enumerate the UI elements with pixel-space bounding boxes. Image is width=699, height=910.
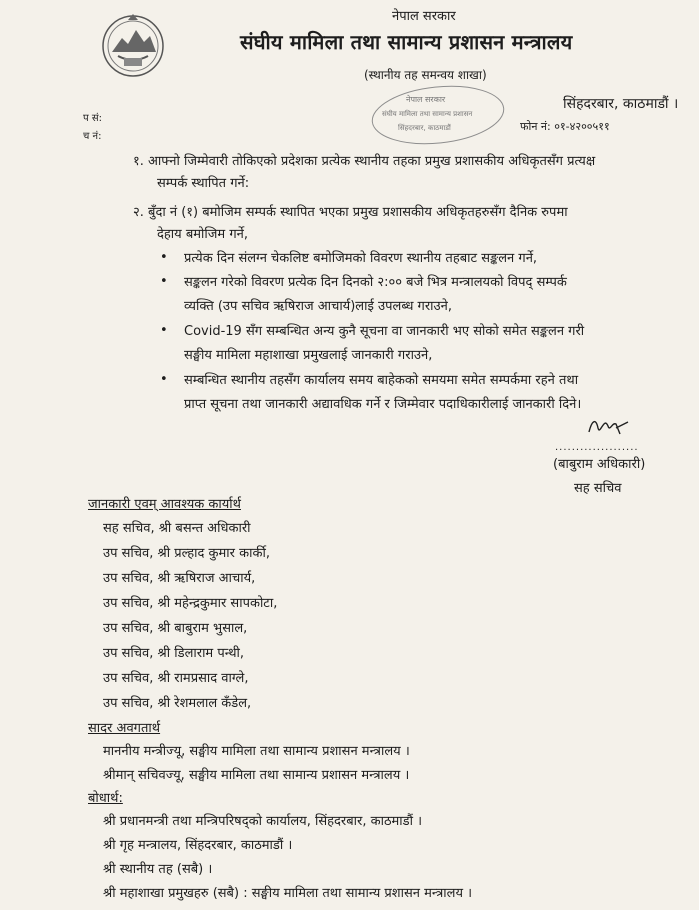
handwritten-signature xyxy=(586,414,630,440)
phone-number: फोन नं: ०१-४२००५११ xyxy=(520,120,610,133)
info-recipient: सह सचिव, श्री बसन्त अधिकारी xyxy=(103,521,251,536)
bullet-1-line-1: प्रत्येक दिन संलग्न चेकलिष्ट बमोजिमको विवरण स्थानीय तहबाट सङ्कलन गर्ने, xyxy=(184,251,538,266)
bodharth-recipient: श्री प्रधानमन्त्री तथा मन्त्रिपरिषद्को कार्यालय, सिंहदरबार, काठमाडौं । xyxy=(103,814,423,829)
bullet-dot: • xyxy=(160,372,168,387)
sadar-heading: सादर अवगतार्थ xyxy=(88,721,161,736)
bullet-3-line-2: सङ्घीय मामिला महाशाखा प्रमुखलाई जानकारी गराउने, xyxy=(184,348,433,363)
info-recipient: उप सचिव, श्री डिलाराम पन्थी, xyxy=(103,646,245,661)
item-2-line-2: देहाय बमोजिम गर्ने, xyxy=(157,227,248,242)
bullet-2-line-1: सङ्कलन गरेको विवरण प्रत्येक दिन दिनको २:०० बजे भित्र मन्त्रालयको विपद् सम्पर्क xyxy=(184,275,567,290)
nepal-government-emblem xyxy=(100,12,166,78)
bullet-4-line-2: प्राप्त सूचना तथा जानकारी अद्यावधिक गर्ने र जिम्मेवार पदाधिकारीलाई जानकारी दिने। xyxy=(184,397,582,412)
stamp-line: सिंहदरबार, काठमाडौं xyxy=(398,124,451,132)
bullet-3-line-1: Covid-19 सँग सम्बन्धित अन्य कुनै सूचना वा जानकारी भए सोको समेत सङ्कलन गरी xyxy=(184,324,585,339)
signatory-title: सह सचिव xyxy=(574,481,622,496)
item-1-line-2: सम्पर्क स्थापित गर्ने: xyxy=(157,176,250,191)
info-recipient: उप सचिव, श्री रेशमलाल कँडेल, xyxy=(103,696,252,711)
stamp-line: संघीय मामिला तथा सामान्य प्रशासन xyxy=(382,110,473,118)
info-recipient: उप सचिव, श्री प्रल्हाद कुमार कार्की, xyxy=(103,546,270,561)
signatory-name: (बाबुराम अधिकारी) xyxy=(553,457,646,472)
info-recipient: उप सचिव, श्री महेन्द्रकुमार सापकोटा, xyxy=(103,596,278,611)
info-recipient: उप सचिव, श्री ऋषिराज आचार्य, xyxy=(103,571,256,586)
office-location: सिंहदरबार, काठमाडौं । xyxy=(563,96,679,112)
info-recipient: उप सचिव, श्री बाबुराम भुसाल, xyxy=(103,621,248,636)
bullet-dot: • xyxy=(160,323,168,338)
ministry-name: संघीय मामिला तथा सामान्य प्रशासन मन्त्रालय xyxy=(240,30,573,54)
bodharth-recipient: श्री गृह मन्त्रालय, सिंहदरबार, काठमाडौं । xyxy=(103,838,293,853)
bullet-2-line-2: व्यक्ति (उप सचिव ऋषिराज आचार्य)लाई उपलब्ध गराउने, xyxy=(184,299,453,314)
bullet-dot: • xyxy=(160,250,168,265)
chalani-number-label: च नं: xyxy=(83,131,102,142)
section-name: (स्थानीय तह समन्वय शाखा) xyxy=(364,68,487,82)
info-recipient: उप सचिव, श्री रामप्रसाद वाग्ले, xyxy=(103,671,249,686)
sadar-recipient: माननीय मन्त्रीज्यू, सङ्घीय मामिला तथा सामान्य प्रशासन मन्त्रालय । xyxy=(103,744,410,759)
bodharth-recipient: श्री महाशाखा प्रमुखहरु (सबै) : सङ्घीय मामिला तथा सामान्य प्रशासन मन्त्रालय । xyxy=(103,886,473,901)
office-stamp xyxy=(368,84,508,146)
item-1-line-1: १. आफ्नो जिम्मेवारी तोकिएको प्रदेशका प्रत्येक स्थानीय तहका प्रमुख प्रशासकीय अधिकृतसँग प्रत्यक्ष xyxy=(133,154,596,169)
info-heading: जानकारी एवम् आवश्यक कार्यार्थ xyxy=(88,497,241,512)
bodharth-heading: बोधार्थ: xyxy=(88,791,123,806)
bullet-dot: • xyxy=(160,274,168,289)
stamp-line: नेपाल सरकार xyxy=(406,95,446,104)
bodharth-recipient: श्री स्थानीय तह (सबै) । xyxy=(103,862,213,877)
sadar-recipient: श्रीमान् सचिवज्यू, सङ्घीय मामिला तथा सामान्य प्रशासन मन्त्रालय । xyxy=(103,768,410,783)
patra-sankhya-label: प सं: xyxy=(83,113,102,124)
bullet-4-line-1: सम्बन्धित स्थानीय तहसँग कार्यालय समय बाहेकको समयमा समेत सम्पर्कमा रहने तथा xyxy=(184,373,579,388)
signature-line: .................... xyxy=(555,442,639,453)
item-2-line-1: २. बुँदा नं (१) बमोजिम सम्पर्क स्थापित भएका प्रमुख प्रशासकीय अधिकृतहरुसँग दैनिक रुपमा xyxy=(133,205,568,220)
government-name: नेपाल सरकार xyxy=(392,9,456,24)
